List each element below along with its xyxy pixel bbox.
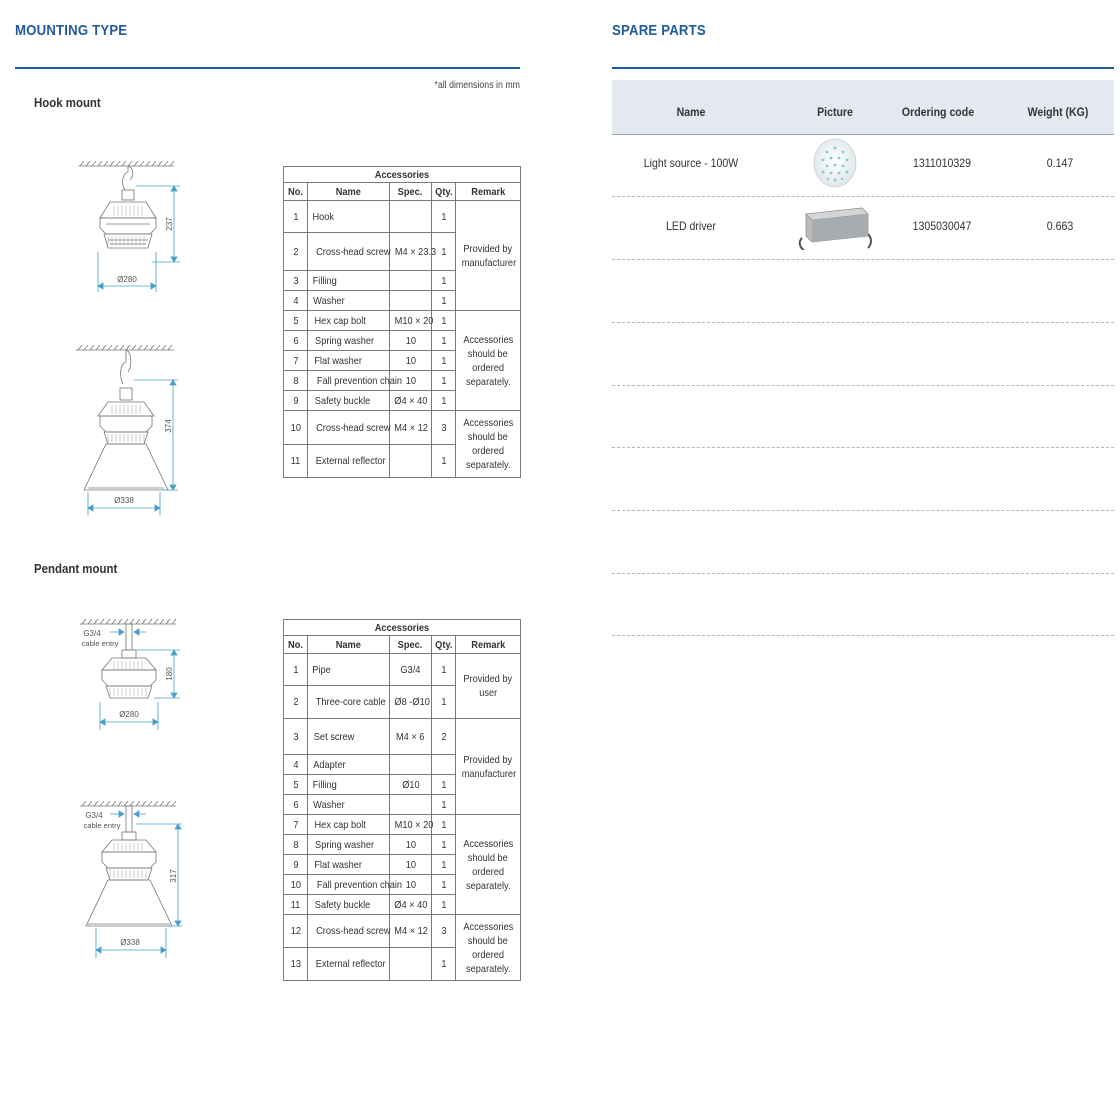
hook2-height-label: 374: [164, 419, 173, 433]
spare-row-divider: [612, 196, 1114, 197]
table-row: 2 Cross-head screw M4 × 23.3 1: [284, 233, 521, 271]
spare-col-header-picture: Picture: [817, 105, 853, 119]
remark-cell: Provided by user: [456, 654, 521, 719]
spare-row-divider: [612, 635, 1114, 636]
pendant-mount-drawing: [70, 616, 190, 736]
spare-row-divider: [612, 510, 1114, 511]
hook-mount-title: Hook mount: [34, 95, 101, 110]
pendant-mount-title: Pendant mount: [34, 561, 118, 576]
dimensions-note: *all dimensions in mm: [434, 80, 520, 91]
remark-cell: Accessories should be ordered separately.: [456, 311, 521, 411]
col-header-qty: Qty.: [432, 183, 456, 201]
col-header-no: No.: [284, 636, 308, 654]
table-row: 10 Fall prevention chain 10 1: [284, 875, 521, 895]
col-header-remark: Remark: [456, 183, 521, 201]
table-row: 10 Cross-head screw M4 × 12 3 Accessories should be ordered separately.: [284, 411, 521, 445]
spare-row-1-weight: 0.147: [1046, 156, 1074, 170]
table-row: 8 Spring washer 10 1: [284, 835, 521, 855]
table-row: 5 Hex cap bolt M10 × 20 1 Accessories should be ordered separately.: [284, 311, 521, 331]
table-row: 9 Flat washer 10 1: [284, 855, 521, 875]
col-header-name: Name: [308, 636, 390, 654]
pend2-width-label: Ø338: [120, 938, 140, 947]
pend2-entry-label-1: G3/4: [85, 811, 103, 820]
pend2-entry-label-2: cable entry: [83, 821, 121, 830]
spare-row-divider: [612, 322, 1114, 323]
pend1-height-label: 180: [165, 667, 174, 681]
pend1-width-label: Ø280: [119, 710, 139, 719]
table-row: 4 Adapter: [284, 755, 521, 775]
table-row: 4 Washer 1: [284, 291, 521, 311]
led-driver-icon: [798, 204, 872, 250]
hook-mount-reflector-drawing: [70, 342, 190, 522]
table-row: 7 Hex cap bolt M10 × 20 1 Accessories should be ordered separately.: [284, 815, 521, 835]
col-header-remark: Remark: [456, 636, 521, 654]
table-row: 1 Pipe G3/4 1 Provided by user: [284, 654, 521, 686]
table-row: 7 Flat washer 10 1: [284, 351, 521, 371]
spare-row-divider: [612, 385, 1114, 386]
remark-cell: Provided by manufacturer: [456, 719, 521, 815]
col-header-spec: Spec.: [390, 636, 432, 654]
mounting-type-title: MOUNTING TYPE: [15, 22, 128, 39]
pendant-accessories-table: [283, 619, 521, 981]
remark-cell: Accessories should be ordered separately.: [456, 915, 521, 981]
pend1-entry-label-1: G3/4: [83, 629, 101, 638]
hook1-width-label: Ø280: [117, 275, 137, 284]
remark-cell: Provided by manufacturer: [456, 201, 521, 311]
table-row: 11 External reflector 1: [284, 445, 521, 478]
led-board-icon: [813, 138, 857, 188]
hook1-height-label: 237: [165, 217, 174, 231]
table-row: 2 Three-core cable Ø8 -Ø10 1: [284, 686, 521, 719]
pend1-entry-label-2: cable entry: [81, 639, 119, 648]
spare-row-divider: [612, 573, 1114, 574]
pendant-mount-reflector-drawing: [70, 798, 190, 962]
remark-cell: Accessories should be ordered separately.: [456, 411, 521, 478]
spare-row-1-name: Light source - 100W: [643, 156, 739, 170]
table-row: 5 Filling Ø10 1: [284, 775, 521, 795]
spare-row-1-code: 1311010329: [913, 156, 971, 170]
table-row: 11 Safety buckle Ø4 × 40 1: [284, 895, 521, 915]
spare-row-divider: [612, 447, 1114, 448]
hook-accessories-table: [283, 166, 521, 478]
mounting-title-rule: [15, 67, 520, 69]
spare-title-rule: [612, 67, 1114, 69]
col-header-no: No.: [284, 183, 308, 201]
spare-col-header-code: Ordering code: [901, 105, 975, 119]
spare-row-2-weight: 0.663: [1046, 219, 1074, 233]
spare-row-divider: [612, 259, 1114, 260]
table-row: 12 Cross-head screw M4 × 12 3 Accessories should be ordered separately.: [284, 915, 521, 948]
col-header-name: Name: [308, 183, 390, 201]
col-header-spec: Spec.: [390, 183, 432, 201]
table-row: 3 Filling 1: [284, 271, 521, 291]
hook2-width-label: Ø338: [114, 496, 134, 505]
col-header-qty: Qty.: [432, 636, 456, 654]
table-row: 6 Washer 1: [284, 795, 521, 815]
table-row: 9 Safety buckle Ø4 × 40 1: [284, 391, 521, 411]
remark-cell: Accessories should be ordered separately.: [456, 815, 521, 915]
spare-row-2-name: LED driver: [666, 219, 716, 233]
spare-col-header-name: Name: [676, 105, 706, 119]
spare-row-2-code: 1305030047: [912, 219, 972, 233]
table-row: 6 Spring washer 10 1: [284, 331, 521, 351]
hook-mount-drawing: [70, 158, 190, 298]
table-row: 3 Set screw M4 × 6 2 Provided by manufacturer: [284, 719, 521, 755]
table-row: 13 External reflector 1: [284, 948, 521, 981]
table-caption: Accessories: [284, 620, 521, 636]
spare-col-header-weight: Weight (KG): [1027, 105, 1089, 119]
pend2-height-label: 317: [169, 869, 178, 883]
spare-parts-title: SPARE PARTS: [612, 22, 706, 39]
table-row: 8 Fall prevention chain 10 1: [284, 371, 521, 391]
table-caption: Accessories: [284, 167, 521, 183]
table-row: 1 Hook 1 Provided by manufacturer: [284, 201, 521, 233]
